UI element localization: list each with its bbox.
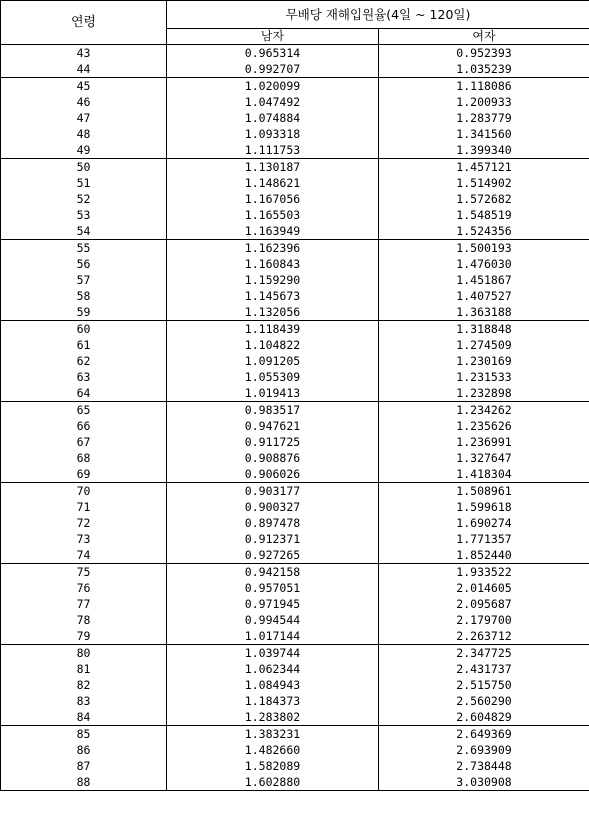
age-cell: 55	[1, 240, 167, 257]
table-row	[1, 612, 589, 628]
male-rate-cell: 1.132056	[167, 304, 379, 321]
male-rate-cell: 1.017144	[167, 628, 379, 645]
table-row	[1, 580, 589, 596]
male-rate-cell: 1.039744	[167, 645, 379, 662]
female-rate-cell: 1.548519	[379, 207, 589, 223]
male-rate-cell: 0.927265	[167, 547, 379, 564]
table-row	[1, 321, 589, 338]
male-rate-cell: 1.482660	[167, 742, 379, 758]
female-rate-cell: 1.399340	[379, 142, 589, 159]
male-rate-cell: 1.055309	[167, 369, 379, 385]
table-row	[1, 450, 589, 466]
age-cell: 61	[1, 337, 167, 353]
female-rate-cell: 1.418304	[379, 466, 589, 483]
female-rate-cell: 2.604829	[379, 709, 589, 726]
table-row	[1, 531, 589, 547]
male-rate-cell: 1.111753	[167, 142, 379, 159]
age-cell: 64	[1, 385, 167, 402]
male-rate-cell: 1.074884	[167, 110, 379, 126]
male-rate-cell: 0.897478	[167, 515, 379, 531]
male-rate-cell: 0.903177	[167, 483, 379, 500]
age-cell: 56	[1, 256, 167, 272]
female-rate-cell: 1.599618	[379, 499, 589, 515]
table-row	[1, 223, 589, 240]
male-rate-cell: 1.582089	[167, 758, 379, 774]
male-rate-cell: 0.971945	[167, 596, 379, 612]
age-cell: 76	[1, 580, 167, 596]
age-cell: 44	[1, 61, 167, 78]
female-rate-cell: 1.118086	[379, 78, 589, 95]
male-rate-cell: 0.911725	[167, 434, 379, 450]
table-row	[1, 272, 589, 288]
male-rate-cell: 0.957051	[167, 580, 379, 596]
age-cell: 59	[1, 304, 167, 321]
table-row	[1, 288, 589, 304]
table-row	[1, 693, 589, 709]
female-rate-cell: 2.179700	[379, 612, 589, 628]
age-cell: 43	[1, 45, 167, 62]
table-row	[1, 175, 589, 191]
table-row	[1, 499, 589, 515]
male-rate-cell: 1.184373	[167, 693, 379, 709]
female-rate-cell: 1.508961	[379, 483, 589, 500]
male-rate-cell: 0.908876	[167, 450, 379, 466]
male-rate-cell: 1.084943	[167, 677, 379, 693]
age-header: 연령	[1, 1, 167, 45]
age-cell: 81	[1, 661, 167, 677]
table-row	[1, 45, 589, 62]
male-rate-cell: 1.165503	[167, 207, 379, 223]
rate-header: 무배당 재해입원율(4일 ~ 120일)	[167, 1, 589, 29]
table-row	[1, 628, 589, 645]
female-rate-cell: 2.014605	[379, 580, 589, 596]
table-row	[1, 142, 589, 159]
table-row	[1, 385, 589, 402]
female-rate-cell: 1.035239	[379, 61, 589, 78]
male-rate-cell: 1.020099	[167, 78, 379, 95]
female-rate-cell: 2.560290	[379, 693, 589, 709]
age-cell: 87	[1, 758, 167, 774]
male-rate-cell: 0.912371	[167, 531, 379, 547]
table-row	[1, 353, 589, 369]
table-row	[1, 78, 589, 95]
female-rate-cell: 2.431737	[379, 661, 589, 677]
female-rate-cell: 1.236991	[379, 434, 589, 450]
age-cell: 77	[1, 596, 167, 612]
age-cell: 82	[1, 677, 167, 693]
age-cell: 72	[1, 515, 167, 531]
female-rate-cell: 1.933522	[379, 564, 589, 581]
female-rate-cell: 3.030908	[379, 774, 589, 791]
table-row	[1, 596, 589, 612]
age-cell: 66	[1, 418, 167, 434]
male-rate-cell: 1.383231	[167, 726, 379, 743]
age-cell: 50	[1, 159, 167, 176]
table-row	[1, 758, 589, 774]
female-rate-cell: 1.572682	[379, 191, 589, 207]
female-rate-cell: 1.235626	[379, 418, 589, 434]
female-rate-cell: 2.649369	[379, 726, 589, 743]
male-rate-cell: 1.130187	[167, 159, 379, 176]
age-cell: 63	[1, 369, 167, 385]
age-cell: 49	[1, 142, 167, 159]
female-rate-cell: 1.234262	[379, 402, 589, 419]
table-row	[1, 207, 589, 223]
table-row	[1, 61, 589, 78]
age-cell: 68	[1, 450, 167, 466]
female-rate-cell: 1.407527	[379, 288, 589, 304]
female-rate-cell: 1.341560	[379, 126, 589, 142]
age-cell: 47	[1, 110, 167, 126]
age-cell: 46	[1, 94, 167, 110]
age-cell: 79	[1, 628, 167, 645]
table-row	[1, 661, 589, 677]
male-rate-cell: 1.047492	[167, 94, 379, 110]
female-rate-cell: 1.514902	[379, 175, 589, 191]
age-cell: 65	[1, 402, 167, 419]
table-row	[1, 418, 589, 434]
male-rate-cell: 0.965314	[167, 45, 379, 62]
age-cell: 60	[1, 321, 167, 338]
table-row	[1, 304, 589, 321]
male-rate-cell: 1.093318	[167, 126, 379, 142]
female-header: 여자	[379, 29, 589, 45]
female-rate-cell: 1.852440	[379, 547, 589, 564]
female-rate-cell: 0.952393	[379, 45, 589, 62]
table-row	[1, 677, 589, 693]
table-row	[1, 369, 589, 385]
age-cell: 51	[1, 175, 167, 191]
female-rate-cell: 1.363188	[379, 304, 589, 321]
age-cell: 74	[1, 547, 167, 564]
table-row	[1, 126, 589, 142]
male-rate-cell: 1.145673	[167, 288, 379, 304]
female-rate-cell: 1.327647	[379, 450, 589, 466]
male-header: 남자	[167, 29, 379, 45]
male-rate-cell: 0.900327	[167, 499, 379, 515]
table-row	[1, 337, 589, 353]
male-rate-cell: 1.159290	[167, 272, 379, 288]
male-rate-cell: 1.163949	[167, 223, 379, 240]
male-rate-cell: 1.162396	[167, 240, 379, 257]
age-cell: 85	[1, 726, 167, 743]
male-rate-cell: 1.148621	[167, 175, 379, 191]
table-row	[1, 564, 589, 581]
table-row	[1, 240, 589, 257]
female-rate-cell: 1.232898	[379, 385, 589, 402]
age-cell: 67	[1, 434, 167, 450]
table-row	[1, 191, 589, 207]
table-row	[1, 466, 589, 483]
female-rate-cell: 2.263712	[379, 628, 589, 645]
age-cell: 88	[1, 774, 167, 791]
age-cell: 86	[1, 742, 167, 758]
age-cell: 78	[1, 612, 167, 628]
age-cell: 73	[1, 531, 167, 547]
male-rate-cell: 0.994544	[167, 612, 379, 628]
male-rate-cell: 1.167056	[167, 191, 379, 207]
female-rate-cell: 2.693909	[379, 742, 589, 758]
female-rate-cell: 1.230169	[379, 353, 589, 369]
age-cell: 71	[1, 499, 167, 515]
table-row	[1, 742, 589, 758]
age-cell: 48	[1, 126, 167, 142]
female-rate-cell: 1.451867	[379, 272, 589, 288]
female-rate-cell: 1.283779	[379, 110, 589, 126]
male-rate-cell: 1.019413	[167, 385, 379, 402]
male-rate-cell: 0.947621	[167, 418, 379, 434]
male-rate-cell: 0.992707	[167, 61, 379, 78]
male-rate-cell: 1.104822	[167, 337, 379, 353]
male-rate-cell: 1.602880	[167, 774, 379, 791]
age-cell: 54	[1, 223, 167, 240]
age-cell: 70	[1, 483, 167, 500]
female-rate-cell: 1.690274	[379, 515, 589, 531]
table-row	[1, 726, 589, 743]
table-row	[1, 110, 589, 126]
male-rate-cell: 1.118439	[167, 321, 379, 338]
male-rate-cell: 1.160843	[167, 256, 379, 272]
table-row	[1, 159, 589, 176]
table-row	[1, 402, 589, 419]
male-rate-cell: 0.906026	[167, 466, 379, 483]
female-rate-cell: 1.500193	[379, 240, 589, 257]
table-row	[1, 645, 589, 662]
table-row	[1, 94, 589, 110]
age-cell: 52	[1, 191, 167, 207]
age-cell: 58	[1, 288, 167, 304]
table-body	[1, 45, 589, 791]
age-cell: 84	[1, 709, 167, 726]
age-cell: 62	[1, 353, 167, 369]
female-rate-cell: 1.200933	[379, 94, 589, 110]
male-rate-cell: 1.283802	[167, 709, 379, 726]
table-row	[1, 483, 589, 500]
female-rate-cell: 2.515750	[379, 677, 589, 693]
female-rate-cell: 2.095687	[379, 596, 589, 612]
age-cell: 80	[1, 645, 167, 662]
female-rate-cell: 1.524356	[379, 223, 589, 240]
table-row	[1, 774, 589, 791]
female-rate-cell: 2.738448	[379, 758, 589, 774]
male-rate-cell: 0.942158	[167, 564, 379, 581]
table-row	[1, 515, 589, 531]
female-rate-cell: 1.476030	[379, 256, 589, 272]
table-row	[1, 434, 589, 450]
male-rate-cell: 1.062344	[167, 661, 379, 677]
table-row	[1, 709, 589, 726]
female-rate-cell: 1.457121	[379, 159, 589, 176]
table-row	[1, 256, 589, 272]
female-rate-cell: 1.771357	[379, 531, 589, 547]
table-row	[1, 547, 589, 564]
female-rate-cell: 2.347725	[379, 645, 589, 662]
male-rate-cell: 0.983517	[167, 402, 379, 419]
age-cell: 75	[1, 564, 167, 581]
age-cell: 57	[1, 272, 167, 288]
age-cell: 45	[1, 78, 167, 95]
female-rate-cell: 1.318848	[379, 321, 589, 338]
female-rate-cell: 1.274509	[379, 337, 589, 353]
age-cell: 53	[1, 207, 167, 223]
age-cell: 83	[1, 693, 167, 709]
male-rate-cell: 1.091205	[167, 353, 379, 369]
female-rate-cell: 1.231533	[379, 369, 589, 385]
age-cell: 69	[1, 466, 167, 483]
